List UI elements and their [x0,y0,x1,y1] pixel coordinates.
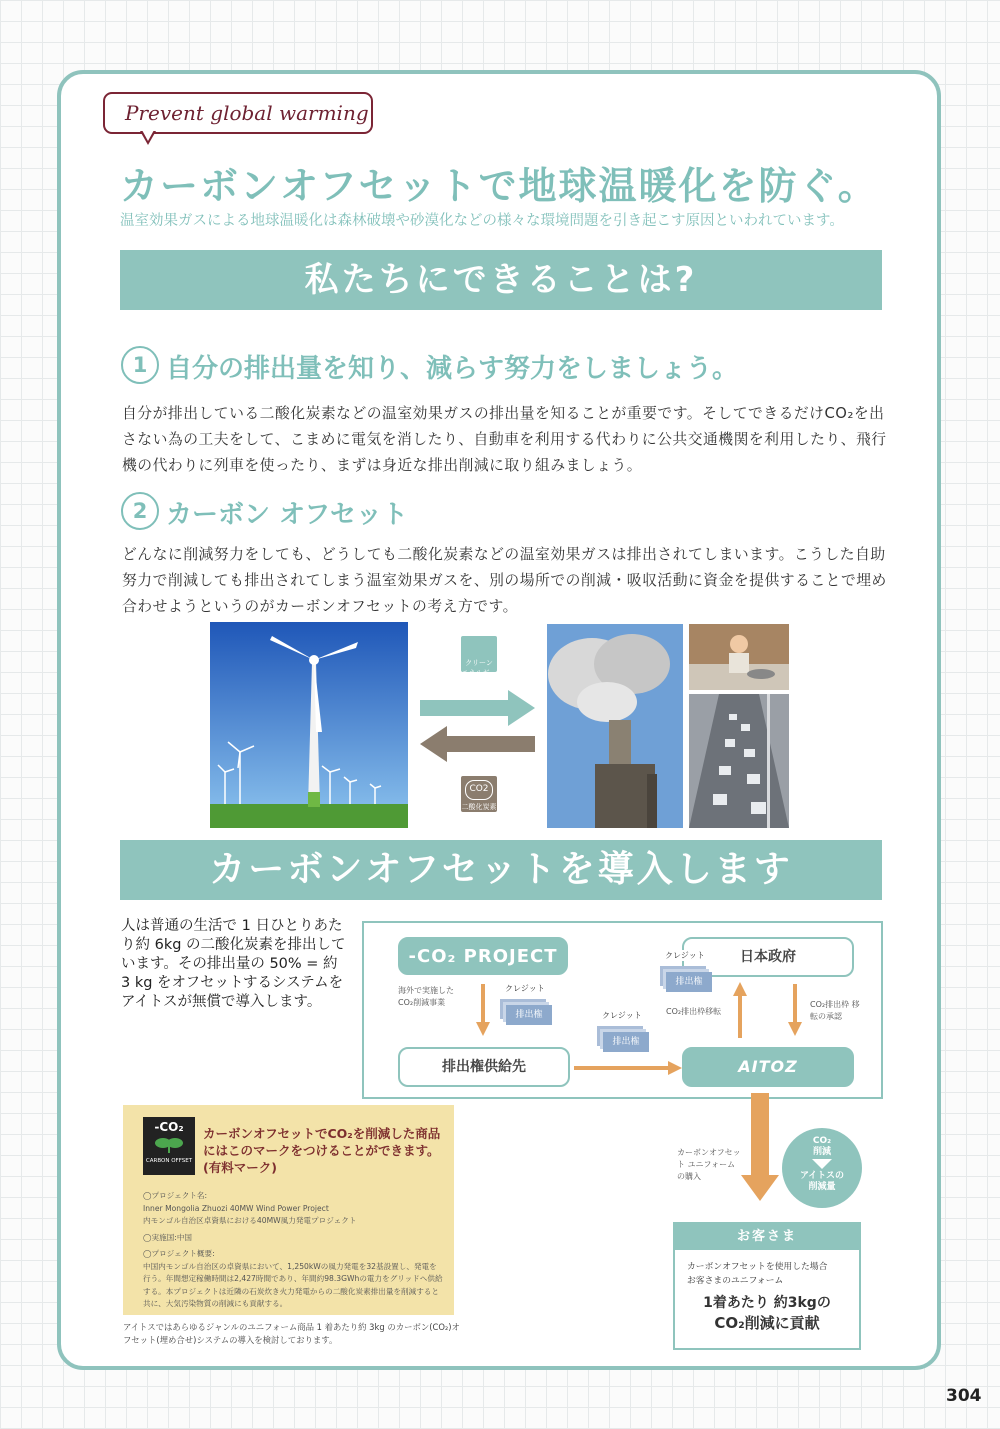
emission-credit-ticket-2: 排出権 [603,1032,649,1052]
carbon-mark-heading: カーボンオフセットでCO₂を削減した商品にはこのマークをつけることができます。(有料マーク) [203,1126,441,1175]
co2-icon-caption: 二酸化炭素 [461,803,497,811]
project-summary-body: 中国内モンゴル自治区の卓資県において、1,250kWの風力発電を32基設置し、発電を行う。年間想定稼働時間は2,427時間であり、年間約98.3GWhの電力をグリッドへ供給する。本プロジェクトは近隣の石炭炊き火力発電からの二酸化炭素排出量を削減すると共に、大気汚染物質の削減にも貢献する。 [143,1261,443,1308]
arrow-right-icon [420,690,535,726]
customer-big1: 1着あたり 約3kgの [703,1295,831,1311]
section1-body: 自分が排出している二酸化炭素などの温室効果ガスの排出量を知ることが重要です。そしてできるだけCO₂を出さない為の工夫をして、こまめに電気を消したり、自動車を利用する代わりに公共交通機関を利用したり、飛行機の代わりに列車を使ったり、まずは身近な排出削減に取り組みましょう。 [122,405,887,474]
traffic-photo [689,694,789,828]
co2-cloud-icon [461,776,497,812]
credit-label-2: クレジット [602,1011,642,1020]
customer-box [673,1222,861,1350]
uniform-offset-note: アイトスではあらゆるジャンルのユニフォーム商品 1 着あたり約 3kg のカーボン(CO₂)オフセット(埋め合せ)システムの導入を検討しております。 [123,1322,460,1345]
page-title: カーボンオフセットで地球温暖化を防ぐ。 [120,164,878,208]
what-we-can-do-band: 私たちにできることは? [120,250,882,310]
section2-heading: カーボン オフセット [166,500,409,530]
down-chevron-icon [812,1159,832,1169]
customer-big2: CO₂削減に貢献 [714,1314,820,1332]
purchase-arrow-icon [741,1093,779,1205]
section2-number: 2 [121,492,159,530]
purchase-label: カーボンオフセット ユニフォームの購入 [677,1148,741,1181]
carbon-mark-bottom: CARBON OFFSET [145,1158,193,1164]
approve-label: CO₂排出枠 移転の承認 [810,1000,860,1021]
co2-icon-label: CO2 [465,780,493,800]
introduce-offset-band: カーボンオフセットを導入します [120,840,882,900]
arrow-down-approve-icon [788,984,802,1040]
factory-smoke-photo [547,624,683,828]
leaf-icon [143,1134,195,1158]
project-note: 海外で実施した CO₂削減事業 [398,986,454,1007]
credit-label-3: クレジット [665,951,705,960]
page-subtitle: 温室効果ガスによる地球温暖化は森林破壊や砂漠化などの様々な環境問題を引き起こす原因といわれています。 [120,213,844,229]
credit-supplier-box: 排出権供給先 [398,1047,570,1087]
carbon-mark-top: -CO₂ [154,1120,184,1134]
project-details [143,1190,443,1311]
section2-body: どんなに削減努力をしても、どうしても二酸化炭素などの温室効果ガスは排出されてしまいます。こうした自助努力で削減しても排出されてしまう温室効果ガスを、別の場所での削減・吸収活動に資金を提供することで埋め合わせようというのがカーボンオフセットの考え方です。 [122,546,887,615]
clean-energy-icon [461,636,497,677]
project-name-ja: 内モンゴル自治区卓資県における40MW風力発電プロジェクト [143,1216,357,1225]
co2-project-box: -CO₂ PROJECT [398,937,568,975]
customer-line1: カーボンオフセットを使用した場合 [687,1262,828,1272]
emission-credit-ticket-1: 排出権 [506,1005,552,1025]
co2-reduction-label: CO₂ 削減 [812,1136,832,1157]
carbon-offset-mark [143,1117,195,1175]
project-summary-label: ◯プロジェクト概要: [143,1249,215,1258]
arrow-down-icon [476,984,490,1040]
customer-line2: お客さまのユニフォーム [687,1276,784,1286]
aitoz-reduction-circle [782,1128,862,1208]
aitoz-reduction-label: アイトスの 削減量 [799,1171,845,1192]
page-number: 304 [946,1386,982,1406]
section1-number: 1 [121,346,159,384]
bubble-tail-inner [142,130,154,141]
prevent-warming-bubble: Prevent global warming [103,92,373,134]
customer-title: お客さま [675,1224,859,1250]
arrow-right-flow-icon [574,1060,682,1079]
arrow-up-icon [733,982,747,1042]
daily-emission-text: 人は普通の生活で 1 日ひとりあたり約 6kg の二酸化炭素を排出しています。その排出量の 50% = 約 3 kg をオフセットするシステムをアイトスが無償で導入します。 [121,918,346,1010]
project-country: ◯実施国:中国 [143,1232,193,1242]
wind-turbine-photo [210,622,408,828]
arrow-left-icon [420,726,535,762]
kitchen-photo [689,624,789,690]
clean-energy-label: クリーン エネルギー [461,659,497,677]
project-name-label: ◯プロジェクト名: [143,1191,208,1200]
emission-credit-ticket-3: 排出権 [666,972,712,992]
project-name-en: Inner Mongolia Zhuozi 40MW Wind Power Project [143,1203,329,1213]
japan-government-box: 日本政府 [682,937,854,977]
credit-label-1: クレジット [505,984,545,993]
aitoz-box: AITOZ [682,1047,854,1087]
transfer-label: CO₂排出枠移転 [666,1007,722,1016]
section1-heading: 自分の排出量を知り、減らす努力をしましょう。 [166,354,739,384]
